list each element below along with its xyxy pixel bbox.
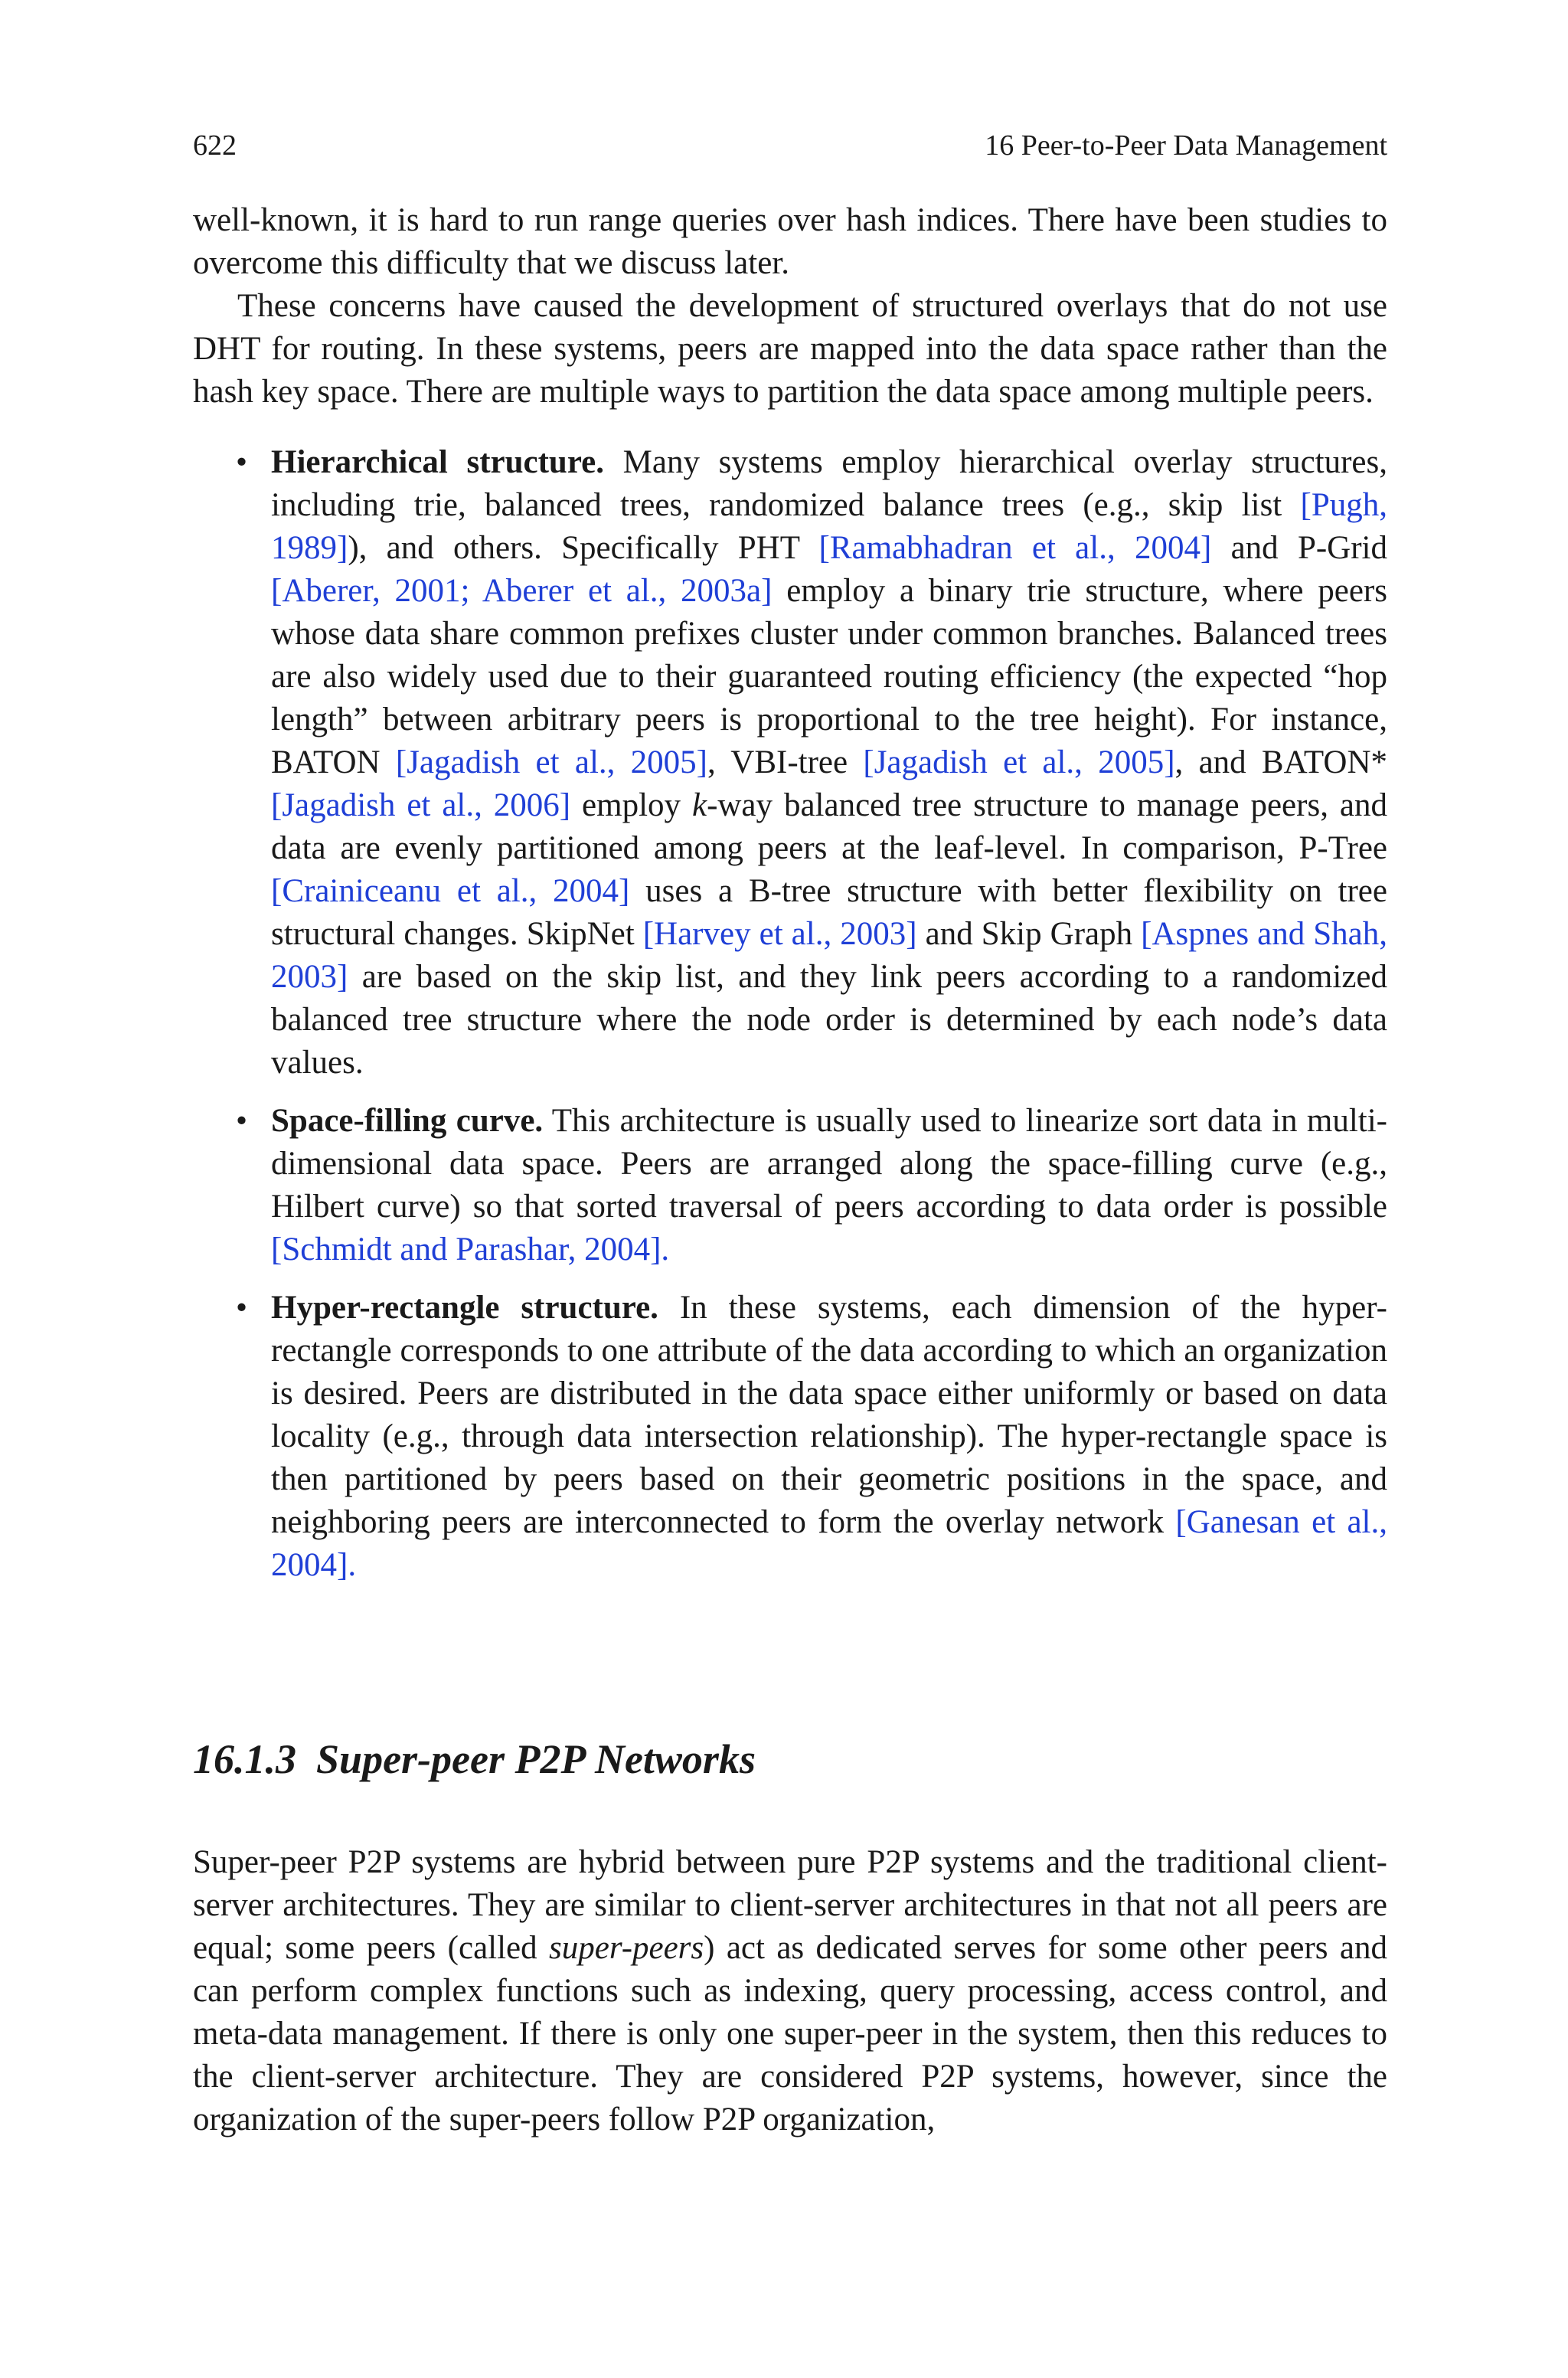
- citation-link[interactable]: [Harvey et al., 2003]: [642, 916, 917, 952]
- citation-link[interactable]: [Ramabhadran et al., 2004]: [818, 530, 1212, 566]
- text-run: , and BATON*: [1174, 744, 1387, 780]
- list-item-text: [271, 444, 1387, 1081]
- section-body: [193, 1841, 1387, 2141]
- text-run: -way balanced tree structure to manage peers, and data are evenly partitioned among peers at the leaf-level. In comparison, P-Tree: [271, 787, 1387, 866]
- citation-link[interactable]: [Schmidt and Parashar, 2004].: [271, 1232, 670, 1268]
- text-run: are based on the skip list, and they link peers according to a randomized balanced tree structure where the node order is determined by each node’s data values.: [271, 959, 1387, 1081]
- page-header: [193, 126, 1387, 165]
- text-run: This architecture is usually used to linearize sort data in multi-dimensional data space. Peers are arranged along the space-filling curve (e.g., Hilbert curve) so that sorted traversal of peers according to data order is possible: [271, 1103, 1387, 1225]
- structure-list: [193, 441, 1387, 1587]
- text-run: and P-Grid: [1211, 530, 1387, 566]
- text-run: uses a B-tree structure with better flexibility on tree structural changes. SkipNet: [271, 873, 1387, 952]
- bullet-icon: •: [236, 1103, 248, 1139]
- italic-text: k: [691, 787, 707, 823]
- intro-paragraph-2: These concerns have caused the development of structured overlays that do not use DHT for routing. In these systems, peers are mapped into the data space rather than the hash key space. There are multiple ways to partition the data space among multiple peers.: [193, 288, 1387, 410]
- list-item-term: Hyper-rectangle structure.: [271, 1290, 658, 1326]
- citation-link[interactable]: [Jagadish et al., 2005]: [395, 744, 708, 780]
- citation-link[interactable]: [Jagadish et al., 2006]: [271, 787, 571, 823]
- text-run: employ a binary trie structure, where peers whose data share common prefixes cluster under common branches. Balanced trees are also widely used due to their guaranteed routing efficiency (the expected “hop length” between arbitrary peers is proportional to the tree height). For instance, BATON: [271, 573, 1387, 780]
- text-run: Many systems employ hierarchical overlay structures, including trie, balanced trees, randomized balance trees (e.g., skip list: [271, 444, 1387, 523]
- text-run: and Skip Graph: [916, 916, 1142, 952]
- text-run: In these systems, each dimension of the hyper-rectangle corresponds to one attribute of the data according to which an organization is desired. Peers are distributed in the data space either uniformly or based on data locality (e.g., through data intersection relationship). The hyper-rectangle space is then partitioned by peers based on their geometric positions in the space, and neighboring peers are interconnected to form the overlay network: [271, 1290, 1387, 1540]
- section-heading: [193, 1732, 1387, 1786]
- body-text: [193, 199, 1387, 1602]
- list-item-term: Space-filling curve.: [271, 1103, 544, 1139]
- page-number: 622: [193, 129, 237, 162]
- list-item: [236, 441, 1388, 1084]
- citation-link[interactable]: [Jagadish et al., 2005]: [863, 744, 1175, 780]
- intro-paragraph-1: well-known, it is hard to run range queries over hash indices. There have been studies to overcome this difficulty that we discuss later.: [193, 202, 1387, 281]
- running-head: 16 Peer-to-Peer Data Management: [985, 129, 1387, 162]
- bullet-icon: •: [236, 444, 248, 480]
- citation-link[interactable]: [Crainiceanu et al., 2004]: [271, 873, 630, 909]
- citation-link[interactable]: [Ganesan et al., 2004].: [271, 1504, 1387, 1583]
- text-run: , VBI-tree: [707, 744, 864, 780]
- list-item-term: Hierarchical structure.: [271, 444, 604, 480]
- text-run: Super-peer P2P systems are hybrid between pure P2P systems and the traditional client-server architectures. They are similar to client-server architectures in that not all peers are equal; some peers (called: [193, 1844, 1387, 1966]
- text-run: ), and others. Specifically PHT: [348, 530, 819, 566]
- italic-text: super-peers: [549, 1930, 704, 1966]
- bullet-icon: •: [236, 1290, 248, 1326]
- citation-link[interactable]: [Aberer, 2001; Aberer et al., 2003a]: [271, 573, 773, 609]
- text-run: employ: [570, 787, 692, 823]
- list-item: [236, 1287, 1387, 1587]
- section-number: 16.1.3: [193, 1736, 296, 1782]
- citation-link[interactable]: [Pugh, 1989]: [271, 487, 1387, 566]
- section-title: Super-peer P2P Networks: [316, 1736, 756, 1782]
- list-item-text: [271, 1290, 1387, 1583]
- text-run: ) act as dedicated serves for some other peers and can perform complex functions such as indexing, query processing, access control, and meta-data management. If there is only one super-peer in the system, then this reduces to the client-server architecture. They are considered P2P systems, however, since the organization of the super-peers follow P2P organization,: [193, 1930, 1387, 2138]
- citation-link[interactable]: [Aspnes and Shah, 2003]: [271, 916, 1388, 995]
- section-paragraph: [193, 1841, 1387, 2141]
- list-item: [236, 1100, 1387, 1271]
